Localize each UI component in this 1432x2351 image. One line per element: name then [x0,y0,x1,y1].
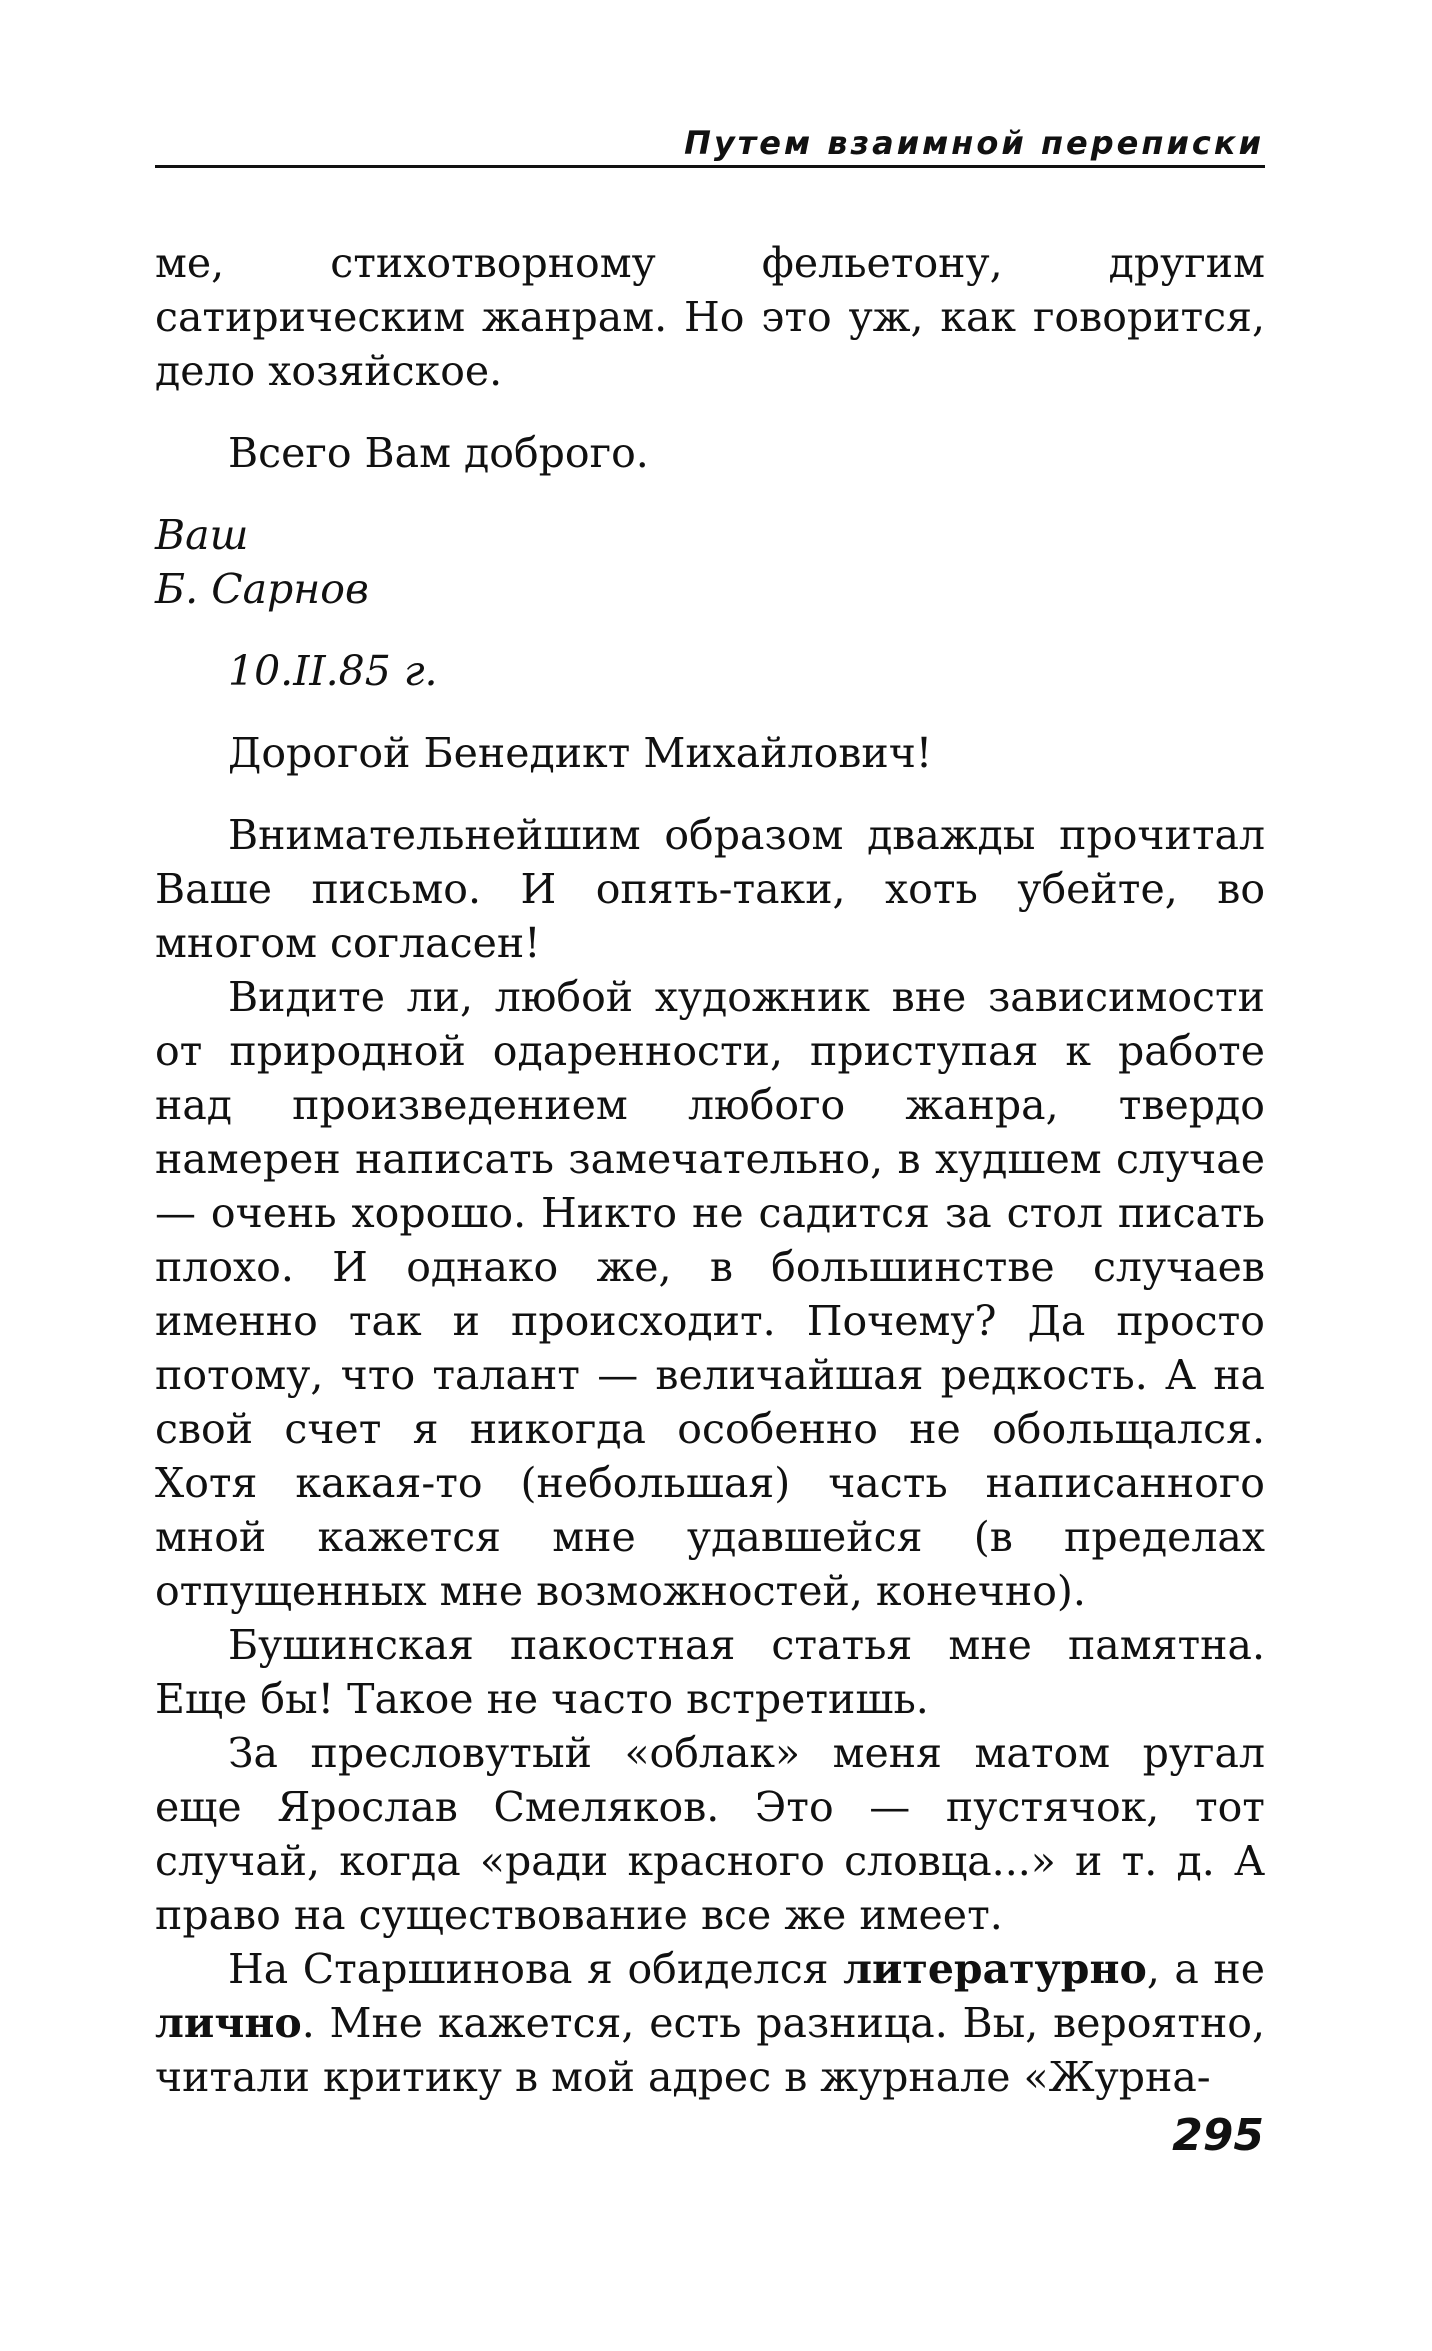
spacer [155,398,1265,426]
paragraph-4: За пресловутый «облак» меня матом ругал еще Ярослав Смеляков. Это — пустячок, тот случай, когда «ради красного словца...» и т. д. А право на существование все же имеет. [155,1729,1265,1939]
page-number: 295 [1172,2110,1264,2161]
paragraph-3: Бушинская пакостная статья мне памятна. Еще бы! Такое не часто встретишь. [155,1621,1265,1723]
signature-line-2: Б. Сарнов [155,565,369,613]
paragraph-5-text: . Мне кажется, есть разница. Вы, вероятно, читали критику в мой адрес в журнале «Журна- [155,1999,1265,2101]
signature-line-1: Ваш [155,511,249,559]
letter-salutation: Дорогой Бенедикт Михайлович! [228,729,933,777]
letter-date: 10.II.85 г. [228,647,438,695]
page-body [155,236,1265,2104]
emphasis-literary: литературно [843,1945,1147,1993]
paragraph-2: Видите ли, любой художник вне зависимости от природной одаренности, приступая к работе над произведением любого жанра, твердо намерен написать замечательно, в худшем случае — очень хорошо. Никто не садится за стол писать плохо. И однако же, в большинстве случаев именно так и происходит. Почему? Да просто потому, что талант — величайшая редкость. А на свой счет я никогда особенно не обольщался. Хотя какая-то (небольшая) часть написанного мной кажется мне удавшейся (в пределах отпущенных мне возможностей, конечно). [155,973,1265,1615]
letter-continuation: ме, стихотворному фельетону, другим сатирическим жанрам. Но это уж, как говорится, дело хозяйское. [155,239,1265,395]
paragraph-5-text: На Старшинова я обиделся [228,1945,844,1993]
spacer [155,698,1265,726]
paragraph-5 [155,1942,1265,2104]
letter-closing: Всего Вам доброго. [228,429,649,477]
spacer [155,616,1265,644]
spacer [155,480,1265,508]
paragraph-5-text: , а не [1146,1945,1265,1993]
paragraph-1: Внимательнейшим образом дважды прочитал Ваше письмо. И опять-таки, хоть убейте, во многом согласен! [155,811,1265,967]
header-rule [155,165,1265,168]
emphasis-personal: лично [155,1999,302,2047]
running-title: Путем взаимной переписки [684,124,1264,162]
spacer [155,780,1265,808]
